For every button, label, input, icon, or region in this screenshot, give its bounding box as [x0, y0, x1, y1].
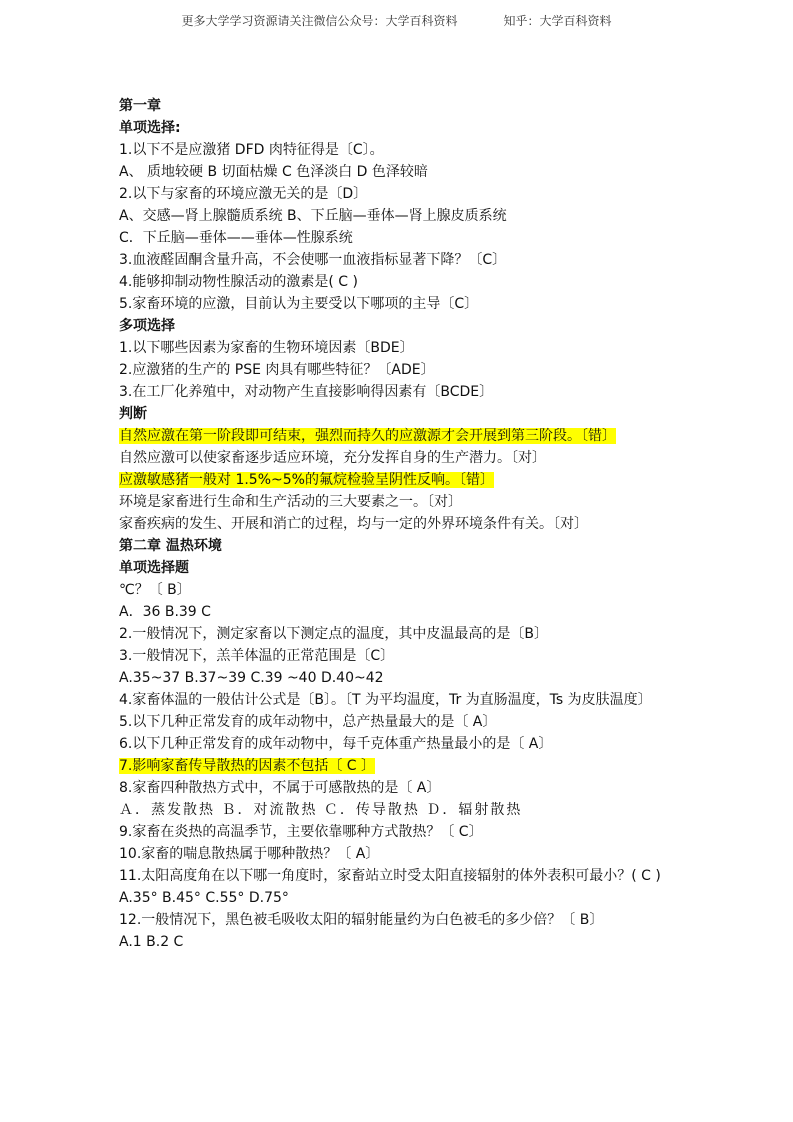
line-text: 第一章: [119, 98, 161, 114]
line-text: 4.家畜体温的一般估计公式是〔B〕。〔T 为平均温度，Tr 为直肠温度，Ts 为皮肤温度〕: [119, 692, 652, 708]
section-heading: [119, 315, 685, 337]
line-text: 7.影响家畜传导散热的因素不包括〔 C 〕: [119, 758, 376, 774]
line-text: 9.家畜在炎热的高温季节，主要依靠哪种方式散热？〔 C〕: [119, 824, 483, 840]
line-text: 6.以下几种正常发育的成年动物中，每千克体重产热量最小的是〔 A〕: [119, 736, 553, 752]
line-text: 5.家畜环境的应激，目前认为主要受以下哪项的主导〔C〕: [119, 296, 479, 312]
document-line: [119, 645, 685, 667]
line-text: ℃？〔 B〕: [119, 582, 191, 598]
document-line: [119, 425, 685, 447]
section-heading: [119, 117, 685, 139]
line-text: 第二章 温热环境: [119, 538, 222, 554]
line-text: 10.家畜的喘息散热属于哪种散热？〔 A〕: [119, 846, 380, 862]
line-text: 1.以下不是应激猪 DFD 肉特征得是〔C〕。: [119, 142, 384, 158]
line-text: 8.家畜四种散热方式中，不属于可感散热的是〔 A〕: [119, 780, 441, 796]
line-text: 2.一般情况下，测定家畜以下测定点的温度，其中皮温最高的是〔B〕: [119, 626, 548, 642]
line-text: Ａ．蒸发散热 Ｂ．对流散热 Ｃ．传导散热 Ｄ．辐射散热: [119, 802, 523, 818]
document-line: [119, 205, 685, 227]
line-text: 应激敏感猪一般对 1.5%~5%的氟烷检验呈阴性反响。〔错〕: [119, 472, 494, 488]
line-text: A、 质地较硬 B 切面枯燥 C 色泽淡白 D 色泽较暗: [119, 164, 428, 180]
header-zhihu-note: 知乎：大学百科资料: [503, 14, 612, 28]
document-line: [119, 469, 685, 491]
line-text: 2.以下与家畜的环境应激无关的是〔D〕: [119, 186, 368, 202]
document-line: [119, 777, 685, 799]
line-text: C．下丘脑—垂体——垂体—性腺系统: [119, 230, 353, 246]
line-text: 判断: [119, 406, 147, 422]
line-text: A.35~37 B.37~39 C.39 ~40 D.40~42: [119, 670, 384, 686]
line-text: 3.在工厂化养殖中，对动物产生直接影响得因素有〔BCDE〕: [119, 384, 494, 400]
document-line: [119, 359, 685, 381]
section-heading: [119, 403, 685, 425]
document-line: [119, 909, 685, 931]
line-text: 3.一般情况下，羔羊体温的正常范围是〔C〕: [119, 648, 395, 664]
document-line: [119, 249, 685, 271]
document-line: [119, 667, 685, 689]
document-line: [119, 447, 685, 469]
page-header: [0, 12, 793, 29]
document-line: [119, 491, 685, 513]
line-text: A.35° B.45° C.55° D.75°: [119, 890, 289, 906]
document-line: [119, 513, 685, 535]
document-line: [119, 139, 685, 161]
document-line: [119, 381, 685, 403]
document-line: [119, 271, 685, 293]
line-text: 5.以下几种正常发育的成年动物中，总产热量最大的是〔 A〕: [119, 714, 497, 730]
line-text: 多项选择: [119, 318, 175, 334]
document-body: [119, 95, 685, 953]
line-text: 家畜疾病的发生、开展和消亡的过程，均与一定的外界环境条件有关。〔对〕: [119, 516, 588, 532]
document-line: [119, 843, 685, 865]
section-heading: [119, 95, 685, 117]
document-line: [119, 931, 685, 953]
document-line: [119, 755, 685, 777]
document-line: [119, 689, 685, 711]
document-line: [119, 733, 685, 755]
document-line: [119, 887, 685, 909]
line-text: 12.一般情况下，黑色被毛吸收太阳的辐射能量约为白色被毛的多少倍？〔 B〕: [119, 912, 604, 928]
document-line: [119, 337, 685, 359]
line-text: 单项选择题: [119, 560, 189, 576]
line-text: A.1 B.2 C: [119, 934, 184, 950]
document-line: [119, 161, 685, 183]
line-text: 单项选择:: [119, 120, 181, 136]
line-text: 2.应激猪的生产的 PSE 肉具有哪些特征？〔ADE〕: [119, 362, 435, 378]
document-line: [119, 579, 685, 601]
line-text: 自然应激在第一阶段即可结束，强烈而持久的应激源才会开展到第三阶段。〔错〕: [119, 428, 616, 444]
document-line: [119, 623, 685, 645]
header-wechat-note: 更多大学学习资源请关注微信公众号：大学百科资料: [181, 14, 458, 28]
line-text: 11.太阳高度角在以下哪一角度时，家畜站立时受太阳直接辐射的体外表积可最小？( C ): [119, 868, 661, 884]
line-text: 环境是家畜进行生命和生产活动的三大要素之一。〔对〕: [119, 494, 462, 510]
document-line: [119, 799, 685, 821]
section-heading: [119, 535, 685, 557]
line-text: A．36 B.39 C: [119, 604, 211, 620]
line-text: 3.血液醛固酮含量升高，不会使哪一血液指标显著下降？〔C〕: [119, 252, 507, 268]
document-line: [119, 183, 685, 205]
document-line: [119, 865, 685, 887]
section-heading: [119, 557, 685, 579]
document-line: [119, 711, 685, 733]
line-text: A、交感—肾上腺髓质系统 B、下丘脑—垂体—肾上腺皮质系统: [119, 208, 507, 224]
line-text: 1.以下哪些因素为家畜的生物环境因素〔BDE〕: [119, 340, 414, 356]
document-line: [119, 293, 685, 315]
document-line: [119, 601, 685, 623]
document-line: [119, 227, 685, 249]
line-text: 自然应激可以使家畜逐步适应环境，充分发挥自身的生产潜力。〔对〕: [119, 450, 546, 466]
line-text: 4.能够抑制动物性腺活动的激素是( C ): [119, 274, 358, 290]
document-line: [119, 821, 685, 843]
